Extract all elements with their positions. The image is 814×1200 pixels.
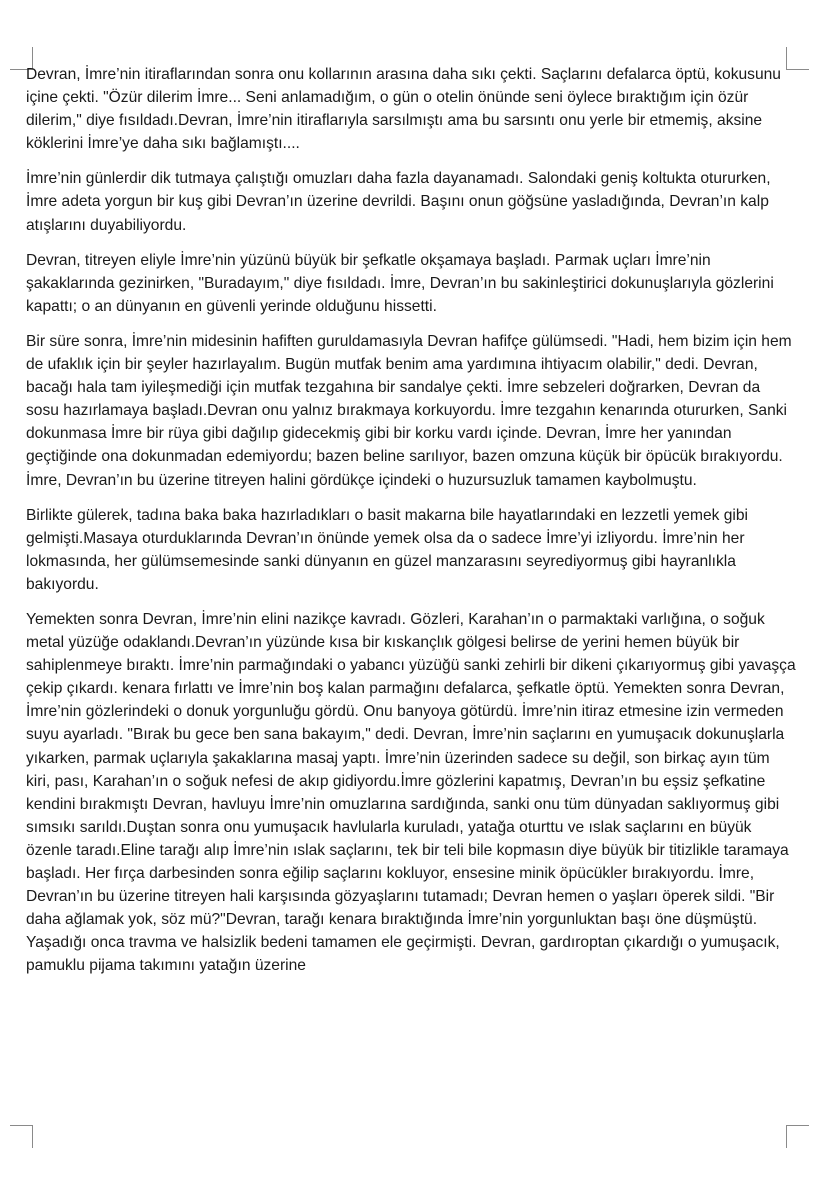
paragraph-3: Devran, titreyen eliyle İmre’nin yüzünü büyük bir şefkatle okşamaya başladı. Parmak uçları İmre’nin şakaklarında gezinirken, "Buradayım," diye fısıldadı. İmre, Devran’ın bu sakinleştirici dokunuşlarıyla gözlerini kapattı; o an dünyanın en güvenli yerinde olduğunu hissetti.	[26, 251, 774, 315]
crop-mark-bottom-right	[786, 1125, 809, 1148]
paragraph-2: İmre’nin günlerdir dik tutmaya çalıştığı omuzları daha fazla dayanamadı. Salondaki geniş koltukta otururken, İmre adeta yorgun bir kuş gibi Devran’ın üzerine devrildi. Başını onun göğsüne yasladığında, Devran’ın kalp atışlarını duyabiliyordu.	[26, 170, 771, 234]
paragraph-6: Yemekten sonra Devran, İmre’nin elini nazikçe kavradı. Gözleri, Karahan’ın o parmaktaki varlığına, o soğuk metal yüzüğe odaklandı.Devran’ın yüzünde kısa bir kıskançlık gölgesi belirse de yerini hemen büyük bir sahiplenmeye bıraktı. İmre’nin parmağındaki o yabancı yüzüğü sanki zehirli bir dikeni çıkarıyormuş gibi yavaşça çekip çıkardı. kenara fırlattı ve İmre’nin boş kalan parmağını defalarca, şefkatle öptü. Yemekten sonra Devran, İmre’nin gözlerindeki o donuk yorgunluğu gördü. Onu banyoya götürdü. İmre’nin itiraz etmesine izin vermeden suyu ayarladı. "Bırak bu gece ben sana bakayım," dedi. Devran, İmre’nin saçlarını en yumuşacık dokunuşlarla yıkarken, parmak uçlarıyla şakaklarına masaj yaptı. İmre’nin üzerinden sadece su değil, son birkaç ayın tüm kiri, pası, Karahan’ın o soğuk nefesi de akıp gidiyordu.İmre gözlerini kapatmış, Devran’ın bu eşsiz şefkatine kendini bırakmıştı Devran, havluyu İmre’nin omuzlarına sardığında, sanki onu tüm dünyadan saklıyormuş gibi sımsıkı sarıldı.Duştan sonra onu yumuşacık havlularla kuruladı, yatağa oturttu ve ıslak saçlarını en büyük özenle taradı.Eline tarağı alıp İmre’nin ıslak saçlarını, tek bir teli bile kopmasın diye büyük bir titizlikle taramaya başladı. Her fırça darbesinden sonra eğilip saçlarını kokluyor, ensesine minik öpücükler bırakıyordu. İmre, Devran’ın bu üzerine titreyen hali karşısında gözyaşlarını tutamadı; Devran hemen o yaşları öperek sildi. "Bir daha ağlamak yok, söz mü?"Devran, tarağı kenara bıraktığında İmre’nin yorgunluktan başı öne düşmüştü. Yaşadığı onca travma ve halsizlik bedeni tamamen ele geçirmişti. Devran, gardıroptan çıkardığı o yumuşacık, pamuklu pijama takımını yatağın üzerine	[26, 610, 796, 975]
paragraph-4: Bir süre sonra, İmre’nin midesinin hafiften guruldamasıyla Devran hafifçe gülümsedi. "Hadi, hem bizim için hem de ufaklık için bir şeyler hazırlayalım. Bugün mutfak benim ama yardımına ihtiyacım olabilir," dedi. Devran, bacağı hala tam iyileşmediği için mutfak tezgahına bir sandalye çekti. İmre sebzeleri doğrarken, Devran da sosu hazırlamaya başladı.Devran onu yalnız bırakmaya korkuyordu. İmre tezgahın kenarında otururken, Sanki dokunmasa İmre bir rüya gibi dağılıp gidecekmiş gibi bir korku vardı içinde. Devran, İmre her yanından geçtiğinde ona dokunmadan edemiyordu; bazen beline sarılıyor, bazen omzuna küçük bir öpücük bırakıyordu. İmre, Devran’ın bu üzerine titreyen halini gördükçe içindeki o huzursuzluk tamamen kaybolmuştu.	[26, 332, 792, 489]
paragraph-1: Devran, İmre’nin itiraflarından sonra onu kollarının arasına daha sıkı çekti. Saçlarını defalarca öptü, kokusunu içine çekti. "Özür dilerim İmre... Seni anlamadığım, o gün o otelin önünde seni öylece bıraktığım için özür dilerim," diye fısıldadı.Devran, İmre’nin itiraflarıyla sarsılmıştı ama bu sarsıntı onu yerle bir etmemiş, aksine köklerini İmre’ye daha sıkı bağlamıştı....	[26, 66, 781, 153]
crop-mark-bottom-left	[10, 1125, 33, 1148]
document-body	[26, 63, 796, 989]
paragraph-5: Birlikte gülerek, tadına baka baka hazırladıkları o basit makarna bile hayatlarındaki en lezzetli yemek gibi gelmişti.Masaya oturduklarında Devran’ın önünde yemek olsa da o sadece İmre’yi izliyordu. İmre’nin her lokmasında, her gülümsemesinde sanki dünyanın en güzel manzarasını seyrediyormuş gibi hayranlıkla bakıyordu.	[26, 506, 749, 593]
